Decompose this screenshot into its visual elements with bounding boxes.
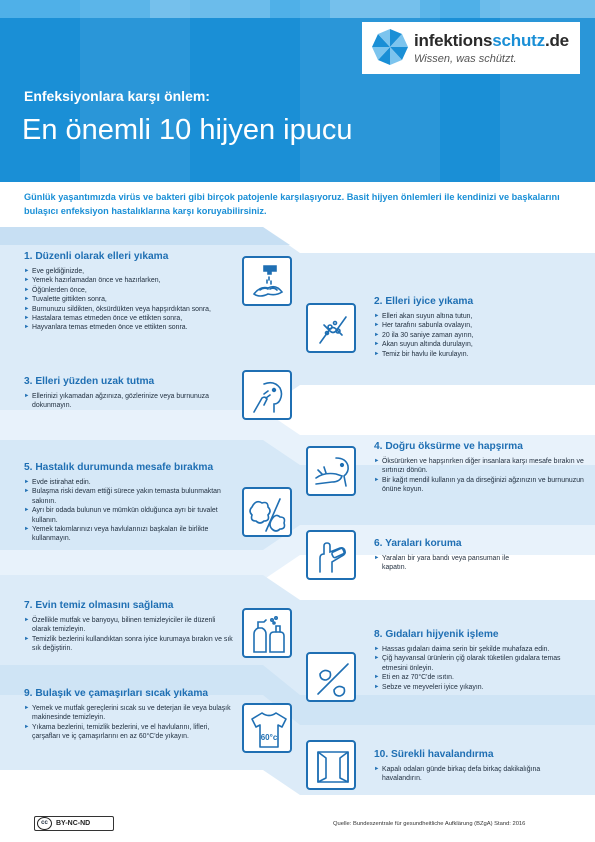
tip-list	[374, 765, 579, 784]
list-item: ► Bulaşma riski devam ettiği sürece yakın temasta bulunmaktan sakının.	[24, 487, 229, 506]
list-item: ► Ayrı bir odada bulunun ve mümkün olduğunca ayrı bir tuvalet kullanın.	[24, 506, 229, 525]
tip-title: 7. Evin temiz olmasını sağlama	[24, 600, 174, 611]
tip-list	[374, 554, 534, 573]
list-item: ► Yemek takımlarınızı veya havlularınızı başkaları ile birlikte kullanmayın.	[24, 525, 229, 544]
list-item: ► Burnunuzu sildikten, öksürdükten veya hapşırdıktan sonra,	[24, 305, 264, 314]
tip-5	[24, 462, 229, 544]
tip-1	[24, 251, 264, 333]
tip-3	[24, 376, 224, 411]
tip-8	[374, 629, 574, 692]
list-item: ► Çiğ hayvansal ürünlerin çiğ olarak tüketilen gıdalara temas etmesini önleyin.	[374, 654, 574, 673]
tip-2	[374, 296, 574, 359]
keep-distance-icon	[242, 487, 292, 537]
tip-list	[24, 704, 234, 742]
page-subtitle: Enfeksiyonlara karşı önlem:	[24, 88, 210, 104]
tip-title: 5. Hastalık durumunda mesafe bırakma	[24, 462, 214, 473]
soapy-hands-icon	[306, 303, 356, 353]
tip-9	[24, 688, 234, 742]
tip-list	[24, 616, 234, 654]
list-item: ► Hassas gıdaları daima serin bir şekilde muhafaza edin.	[374, 645, 574, 654]
tip-title: 9. Bulaşık ve çamaşırları sıcak yıkama	[24, 688, 209, 699]
tip-4	[374, 441, 584, 495]
license-badge[interactable]	[34, 816, 114, 831]
tip-title: 1. Düzenli olarak elleri yıkama	[24, 251, 169, 262]
list-item: ► Özellikle mutfak ve banyoyu, bilinen temizleyiciler ile düzenli olarak temizleyin.	[24, 616, 234, 635]
list-item: ► Elleri akan suyun altına tutun,	[374, 312, 574, 321]
tip-7	[24, 600, 234, 654]
list-item: ► Hastalara temas etmeden önce ve ettikten sonra,	[24, 314, 264, 323]
license-label: BY-NC-ND	[56, 820, 91, 827]
list-item: ► Yemek ve mutfak gereçlerini sıcak su ve deterjan ile veya bulaşık makinesinde temizleyin.	[24, 704, 234, 723]
list-item: ► Bir kağıt mendil kullanın ya da dirseğinizi ağzınızın ve burnunuzun önüne koyun.	[374, 476, 584, 495]
list-item: ► Yaraları bir yara bandı veya pansuman ile kapatın.	[374, 554, 534, 573]
logo-wordmark: infektionsschutz.de	[414, 31, 569, 50]
source-note: Quelle: Bundeszentrale für gesundheitliche Aufklärung (BZgA) Stand: 2016	[333, 821, 526, 827]
tip-title: 3. Elleri yüzden uzak tutma	[24, 376, 155, 387]
list-item: ► Evde istirahat edin.	[24, 478, 229, 487]
list-item: ► Yemek hazırlamadan önce ve hazırlarken,	[24, 276, 264, 285]
list-item: ► Yıkama bezlerini, temizlik bezlerini, ve el havlularını, lifleri, çarşafları ve iç çamaşırlarını en az 60°C'de yıkayın.	[24, 723, 234, 742]
list-item: ► Kapalı odaları günde birkaç defa birkaç dakikalığına havalandırın.	[374, 765, 579, 784]
intro-text: Günlük yaşantımızda virüs ve bakteri gibi birçok patojenle karşılaşıyoruz. Basit hijyen önlemleri ile kendinizi ve başkalarını bulaşıcı enfeksiyon hastalıklarına karşı koruyabilirsiniz.	[24, 192, 560, 216]
cleaning-products-icon	[242, 608, 292, 658]
tshirt-temperature-label: 60°c	[260, 733, 278, 742]
hand-near-face-icon	[242, 370, 292, 420]
list-item: ► 20 ila 30 saniye zaman ayırın,	[374, 331, 574, 340]
tip-list	[374, 645, 574, 692]
tip-list	[24, 392, 224, 411]
list-item: ► Hayvanlara temas etmeden önce ve ettikten sonra.	[24, 323, 264, 332]
tip-title: 4. Doğru öksürme ve hapşırma	[374, 441, 523, 452]
list-item: ► Eve geldiğinizde,	[24, 267, 264, 276]
bandaged-hand-icon	[306, 530, 356, 580]
handwashing-faucet-icon	[242, 256, 292, 306]
logo-tagline: Wissen, was schützt.	[414, 53, 517, 65]
logo[interactable]	[362, 22, 580, 74]
tip-title: 2. Elleri iyice yıkama	[374, 296, 474, 307]
list-item: ► Sebze ve meyveleri iyice yıkayın.	[374, 683, 574, 692]
umbrella-logo-icon	[370, 27, 410, 67]
tip-list	[24, 478, 229, 544]
tip-title: 6. Yaraları koruma	[374, 538, 462, 549]
list-item: ► Temiz bir havlu ile kurulayın.	[374, 350, 574, 359]
page-title: En önemli 10 hijyen ipucu	[22, 114, 353, 146]
tip-title: 8. Gıdaları hijyenik işleme	[374, 629, 499, 640]
list-item: ► Tuvalette gittikten sonra,	[24, 295, 264, 304]
sneeze-into-elbow-icon	[306, 446, 356, 496]
list-item: ► Her tarafını sabunla ovalayın,	[374, 321, 574, 330]
list-item: ► Öksürürken ve hapşırırken diğer insanlara karşı mesafe bırakın ve sırtınızı dönün.	[374, 457, 584, 476]
open-window-icon	[306, 740, 356, 790]
list-item: ► Eti en az 70°C'de ısıtın.	[374, 673, 574, 682]
creative-commons-icon: cc	[37, 817, 52, 830]
tip-6	[374, 538, 534, 573]
tip-list	[24, 267, 264, 333]
tip-10	[374, 749, 579, 784]
tip-list	[374, 312, 574, 359]
list-item: ► Temizlik bezlerini kullandıktan sonra iyice kurumaya bırakın ve sık sık değiştirin.	[24, 635, 234, 654]
tip-title: 10. Sürekli havalandırma	[374, 749, 494, 760]
header-banner	[0, 0, 595, 182]
list-item: ► Akan suyun altında durulayın,	[374, 340, 574, 349]
tshirt-60-icon	[242, 703, 292, 753]
list-item: ► Öğünlerden önce,	[24, 286, 264, 295]
food-knife-icon	[306, 652, 356, 702]
list-item: ► Ellerinizi yıkamadan ağzınıza, gözlerinize veya burnunuza dokunmayın.	[24, 392, 224, 411]
tip-list	[374, 457, 584, 495]
